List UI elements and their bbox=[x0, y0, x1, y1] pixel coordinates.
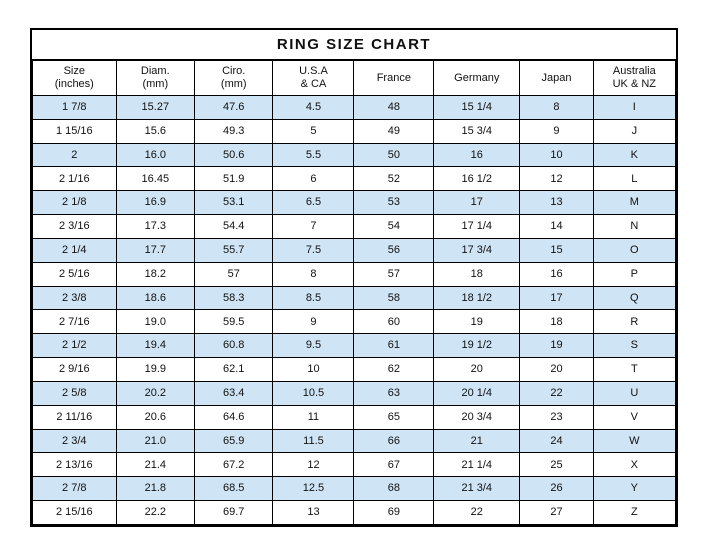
table-cell: 22.2 bbox=[116, 501, 194, 525]
table-cell: 10 bbox=[273, 358, 354, 382]
table-cell: 24 bbox=[520, 429, 593, 453]
table-cell: 21.0 bbox=[116, 429, 194, 453]
table-cell: Y bbox=[593, 477, 675, 501]
table-cell: 18.2 bbox=[116, 262, 194, 286]
table-cell: 62.1 bbox=[195, 358, 273, 382]
column-header-usa-ca-line1: U.S.A bbox=[299, 65, 328, 78]
column-header-usa-ca bbox=[273, 61, 354, 96]
table-cell: 2 bbox=[33, 143, 117, 167]
table-cell: 53 bbox=[354, 191, 434, 215]
table-cell: 69 bbox=[354, 501, 434, 525]
table-cell: 19 bbox=[520, 334, 593, 358]
table-cell: 49.3 bbox=[195, 119, 273, 143]
table-cell: 16 bbox=[434, 143, 520, 167]
table-cell: 8 bbox=[273, 262, 354, 286]
table-cell: 21.8 bbox=[116, 477, 194, 501]
table-row bbox=[33, 334, 676, 358]
table-cell: 27 bbox=[520, 501, 593, 525]
table-cell: 63 bbox=[354, 381, 434, 405]
table-cell: 50 bbox=[354, 143, 434, 167]
table-cell: 13 bbox=[520, 191, 593, 215]
table-cell: 9 bbox=[520, 119, 593, 143]
table-cell: 21 1/4 bbox=[434, 453, 520, 477]
table-cell: N bbox=[593, 215, 675, 239]
table-cell: 12.5 bbox=[273, 477, 354, 501]
table-cell: 4.5 bbox=[273, 96, 354, 120]
column-header-australia-uk-nz-line1: Australia bbox=[612, 65, 656, 78]
table-row bbox=[33, 501, 676, 525]
table-cell: 16 1/2 bbox=[434, 167, 520, 191]
table-cell: 12 bbox=[520, 167, 593, 191]
table-cell: 2 11/16 bbox=[33, 405, 117, 429]
table-cell: 19.4 bbox=[116, 334, 194, 358]
table-cell: 11.5 bbox=[273, 429, 354, 453]
table-cell: 67 bbox=[354, 453, 434, 477]
table-cell: R bbox=[593, 310, 675, 334]
column-header-australia-uk-nz-line2: UK & NZ bbox=[612, 78, 657, 90]
table-cell: 15.27 bbox=[116, 96, 194, 120]
table-row bbox=[33, 191, 676, 215]
table-cell: 1 7/8 bbox=[33, 96, 117, 120]
table-cell: 54 bbox=[354, 215, 434, 239]
table-row bbox=[33, 286, 676, 310]
table-row bbox=[33, 96, 676, 120]
column-header-germany-line1: Germany bbox=[454, 71, 500, 84]
column-header-diameter-line1: Diam. bbox=[140, 65, 170, 78]
table-cell: 17 3/4 bbox=[434, 238, 520, 262]
table-row bbox=[33, 143, 676, 167]
table-cell: 25 bbox=[520, 453, 593, 477]
table-cell: 2 15/16 bbox=[33, 501, 117, 525]
table-row bbox=[33, 119, 676, 143]
table-cell: Z bbox=[593, 501, 675, 525]
table-cell: 64.6 bbox=[195, 405, 273, 429]
table-cell: 21 3/4 bbox=[434, 477, 520, 501]
table-cell: L bbox=[593, 167, 675, 191]
table-cell: 22 bbox=[434, 501, 520, 525]
table-cell: 55.7 bbox=[195, 238, 273, 262]
table-cell: 9.5 bbox=[273, 334, 354, 358]
column-header-japan-line1: Japan bbox=[541, 71, 572, 84]
table-cell: 11 bbox=[273, 405, 354, 429]
column-header-usa-ca-line2: & CA bbox=[300, 78, 327, 90]
table-cell: 60.8 bbox=[195, 334, 273, 358]
table-row bbox=[33, 215, 676, 239]
table-cell: V bbox=[593, 405, 675, 429]
table-cell: 21.4 bbox=[116, 453, 194, 477]
table-cell: X bbox=[593, 453, 675, 477]
table-cell: 10.5 bbox=[273, 381, 354, 405]
table-cell: 47.6 bbox=[195, 96, 273, 120]
table-cell: J bbox=[593, 119, 675, 143]
table-cell: 9 bbox=[273, 310, 354, 334]
table-cell: 26 bbox=[520, 477, 593, 501]
table-cell: 20 bbox=[520, 358, 593, 382]
table-cell: 59.5 bbox=[195, 310, 273, 334]
table-cell: 14 bbox=[520, 215, 593, 239]
table-cell: 60 bbox=[354, 310, 434, 334]
table-cell: 68 bbox=[354, 477, 434, 501]
table-cell: 20.6 bbox=[116, 405, 194, 429]
table-cell: 2 5/8 bbox=[33, 381, 117, 405]
table-cell: 68.5 bbox=[195, 477, 273, 501]
table-cell: 58 bbox=[354, 286, 434, 310]
table-row bbox=[33, 381, 676, 405]
table-cell: S bbox=[593, 334, 675, 358]
table-cell: 65 bbox=[354, 405, 434, 429]
table-cell: 18 bbox=[434, 262, 520, 286]
column-header-circumference-line2: (mm) bbox=[220, 78, 247, 90]
table-cell: 15 bbox=[520, 238, 593, 262]
table-row bbox=[33, 262, 676, 286]
table-cell: U bbox=[593, 381, 675, 405]
table-cell: 5.5 bbox=[273, 143, 354, 167]
table-cell: I bbox=[593, 96, 675, 120]
table-cell: 2 9/16 bbox=[33, 358, 117, 382]
table-cell: 19.0 bbox=[116, 310, 194, 334]
table-cell: 16.9 bbox=[116, 191, 194, 215]
table-cell: 57 bbox=[195, 262, 273, 286]
table-cell: 16.45 bbox=[116, 167, 194, 191]
table-header bbox=[33, 61, 676, 96]
column-header-australia-uk-nz bbox=[593, 61, 675, 96]
table-cell: 17.3 bbox=[116, 215, 194, 239]
table-row bbox=[33, 429, 676, 453]
table-row bbox=[33, 405, 676, 429]
table-cell: 8 bbox=[520, 96, 593, 120]
table-cell: 2 7/8 bbox=[33, 477, 117, 501]
table-cell: 2 3/8 bbox=[33, 286, 117, 310]
table-cell: 13 bbox=[273, 501, 354, 525]
table-cell: 18.6 bbox=[116, 286, 194, 310]
header-row bbox=[33, 61, 676, 96]
column-header-circumference-line1: Ciro. bbox=[222, 65, 246, 78]
table-cell: 17 bbox=[434, 191, 520, 215]
table-cell: 2 1/4 bbox=[33, 238, 117, 262]
table-cell: 57 bbox=[354, 262, 434, 286]
table-cell: 23 bbox=[520, 405, 593, 429]
table-cell: 17.7 bbox=[116, 238, 194, 262]
table-cell: 20 bbox=[434, 358, 520, 382]
table-cell: 18 1/2 bbox=[434, 286, 520, 310]
table-cell: 19.9 bbox=[116, 358, 194, 382]
table-cell: 2 1/2 bbox=[33, 334, 117, 358]
table-row bbox=[33, 358, 676, 382]
table-cell: 16.0 bbox=[116, 143, 194, 167]
table-cell: M bbox=[593, 191, 675, 215]
table-cell: 5 bbox=[273, 119, 354, 143]
table-cell: 2 7/16 bbox=[33, 310, 117, 334]
table-cell: 67.2 bbox=[195, 453, 273, 477]
column-header-germany bbox=[434, 61, 520, 96]
table-cell: 56 bbox=[354, 238, 434, 262]
table-cell: 20.2 bbox=[116, 381, 194, 405]
table-cell: 2 5/16 bbox=[33, 262, 117, 286]
table-cell: 8.5 bbox=[273, 286, 354, 310]
column-header-japan bbox=[520, 61, 593, 96]
table-row bbox=[33, 310, 676, 334]
table-cell: 2 3/16 bbox=[33, 215, 117, 239]
table-cell: 6 bbox=[273, 167, 354, 191]
table-cell: T bbox=[593, 358, 675, 382]
table-cell: 15.6 bbox=[116, 119, 194, 143]
page-title: RING SIZE CHART bbox=[32, 30, 676, 60]
table-row bbox=[33, 238, 676, 262]
table-cell: 52 bbox=[354, 167, 434, 191]
table-cell: 62 bbox=[354, 358, 434, 382]
table-cell: 20 3/4 bbox=[434, 405, 520, 429]
table-cell: P bbox=[593, 262, 675, 286]
table-cell: Q bbox=[593, 286, 675, 310]
table-cell: 66 bbox=[354, 429, 434, 453]
table-cell: 48 bbox=[354, 96, 434, 120]
table-cell: 2 3/4 bbox=[33, 429, 117, 453]
table-cell: 17 1/4 bbox=[434, 215, 520, 239]
table-cell: 2 1/16 bbox=[33, 167, 117, 191]
table-cell: 7 bbox=[273, 215, 354, 239]
table-cell: 54.4 bbox=[195, 215, 273, 239]
column-header-size-line1: Size bbox=[63, 65, 85, 78]
table-cell: 63.4 bbox=[195, 381, 273, 405]
table-cell: 20 1/4 bbox=[434, 381, 520, 405]
column-header-size bbox=[33, 61, 117, 96]
table-cell: 15 1/4 bbox=[434, 96, 520, 120]
table-cell: K bbox=[593, 143, 675, 167]
column-header-france bbox=[354, 61, 434, 96]
table-cell: 17 bbox=[520, 286, 593, 310]
table-cell: 1 15/16 bbox=[33, 119, 117, 143]
table-cell: 12 bbox=[273, 453, 354, 477]
table-cell: 61 bbox=[354, 334, 434, 358]
column-header-diameter bbox=[116, 61, 194, 96]
table-cell: 22 bbox=[520, 381, 593, 405]
column-header-france-line1: France bbox=[376, 71, 411, 84]
table-row bbox=[33, 167, 676, 191]
table-cell: 18 bbox=[520, 310, 593, 334]
table-cell: 69.7 bbox=[195, 501, 273, 525]
table-cell: 58.3 bbox=[195, 286, 273, 310]
table-row bbox=[33, 453, 676, 477]
table-cell: 21 bbox=[434, 429, 520, 453]
table-cell: 2 13/16 bbox=[33, 453, 117, 477]
table-row bbox=[33, 477, 676, 501]
table-cell: 7.5 bbox=[273, 238, 354, 262]
ring-size-table bbox=[32, 60, 676, 525]
table-cell: 2 1/8 bbox=[33, 191, 117, 215]
table-cell: 6.5 bbox=[273, 191, 354, 215]
table-cell: 49 bbox=[354, 119, 434, 143]
table-cell: 53.1 bbox=[195, 191, 273, 215]
table-cell: 65.9 bbox=[195, 429, 273, 453]
table-cell: O bbox=[593, 238, 675, 262]
table-cell: 19 1/2 bbox=[434, 334, 520, 358]
column-header-size-line2: (inches) bbox=[54, 78, 94, 90]
table-body bbox=[33, 96, 676, 525]
table-cell: 10 bbox=[520, 143, 593, 167]
table-cell: 16 bbox=[520, 262, 593, 286]
table-cell: 19 bbox=[434, 310, 520, 334]
table-cell: 50.6 bbox=[195, 143, 273, 167]
table-cell: 51.9 bbox=[195, 167, 273, 191]
chart-frame bbox=[30, 28, 678, 527]
column-header-diameter-line2: (mm) bbox=[142, 78, 169, 90]
table-cell: 15 3/4 bbox=[434, 119, 520, 143]
column-header-circumference bbox=[195, 61, 273, 96]
table-cell: W bbox=[593, 429, 675, 453]
